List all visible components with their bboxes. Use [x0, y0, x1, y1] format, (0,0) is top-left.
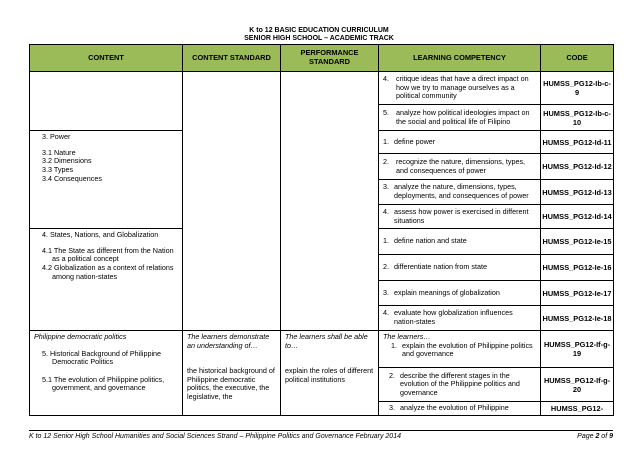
column-header-code: CODE	[541, 45, 614, 72]
competency-cell	[379, 281, 541, 306]
page-footer	[29, 430, 613, 440]
competency-number: 2.	[383, 262, 389, 272]
competency-number: 2.	[389, 370, 395, 380]
competency-cell	[379, 331, 541, 368]
table-row	[30, 331, 614, 368]
competency-cell	[379, 205, 541, 229]
subtopic: 3.1 Nature	[42, 147, 76, 157]
competency-number: 2.	[383, 156, 389, 166]
competency-text: analyze how political ideologies impact on the social and political life of Filipino	[396, 107, 530, 126]
competency-text: assess how power is exercised in different situations	[394, 206, 529, 225]
competency-cell	[379, 154, 541, 180]
competency-cell	[379, 255, 541, 281]
learners-intro-text: The learners…	[383, 332, 431, 341]
content-standard-body: the historical background of Philippine democratic politics, the executive, the legislative, the	[187, 366, 275, 401]
competency-number: 1.	[391, 340, 397, 350]
content-standard-intro-text: The learners demonstrate an understanding of…	[187, 332, 270, 350]
page-number	[577, 433, 613, 440]
current-page: 2	[595, 433, 600, 440]
subtopic: 3.2 Dimensions	[42, 156, 92, 166]
table-row	[30, 72, 614, 105]
content-cell-empty	[30, 72, 183, 131]
competency-text: explain meanings of globalization	[394, 287, 500, 297]
page-of-label: of	[599, 433, 610, 440]
code-cell: HUMSS_PG12-Ie-16	[541, 255, 614, 281]
competency-cell	[379, 180, 541, 205]
subtopic: 3.4 Consequences	[42, 173, 102, 183]
competency-cell	[379, 72, 541, 105]
performance-standard-intro	[285, 333, 374, 350]
content-cell-philippine-politics	[30, 331, 183, 416]
performance-standard-cell	[281, 331, 379, 416]
competency-text: define power	[394, 136, 436, 146]
competency-text: differentiate nation from state	[394, 262, 487, 272]
code-cell: HUMSS_PG12-Ie-17	[541, 281, 614, 306]
code-cell: HUMSS_PG12-If-g-19	[541, 331, 614, 368]
content-cell-states	[30, 229, 183, 331]
code-cell: HUMSS_PG12-Id-13	[541, 180, 614, 205]
competency-cell	[379, 229, 541, 255]
page-label: Page	[577, 433, 596, 440]
content-item-5: 5. Historical Background of Philippine Democratic Politics	[42, 348, 162, 367]
competency-text: recognize the nature, dimensions, types, and consequences of power	[396, 156, 526, 175]
competency-number: 1.	[383, 236, 389, 246]
code-cell: HUMSS_PG12-If-g-20	[541, 368, 614, 402]
column-header-learning-competency: LEARNING COMPETENCY	[379, 45, 541, 72]
competency-number: 5.	[383, 107, 389, 117]
code-cell: HUMSS_PG12-Id-12	[541, 154, 614, 180]
content-standard-cell-empty	[183, 72, 281, 331]
competency-cell	[379, 131, 541, 154]
subtopic: 3.3 Types	[42, 165, 74, 175]
content-topic-states: 4. States, Nations, and Globalization	[42, 230, 159, 239]
content-standard-cell	[183, 331, 281, 416]
curriculum-table	[29, 44, 614, 416]
code-cell: HUMSS_PG12-Id-14	[541, 205, 614, 229]
content-topic-philippine-politics	[34, 333, 178, 342]
competency-cell	[379, 105, 541, 131]
code-cell: HUMSS_PG12-Ie-18	[541, 306, 614, 331]
code-cell: HUMSS_PG12-Ib-c-10	[541, 105, 614, 131]
competency-number: 4.	[383, 74, 389, 84]
code-cell: HUMSS_PG12-	[541, 402, 614, 416]
competency-number: 1.	[383, 136, 389, 146]
competency-cell	[379, 368, 541, 402]
content-subtopics-power	[34, 149, 178, 184]
column-header-content: CONTENT	[30, 45, 183, 72]
content-topic-label: Philippine democratic politics	[34, 332, 127, 341]
content-standard-intro	[187, 333, 276, 350]
document-header	[0, 27, 638, 43]
code-cell: HUMSS_PG12-Ie-15	[541, 229, 614, 255]
content-topic-power: 3. Power	[42, 132, 71, 141]
competency-text: critique ideas that have a direct impact on how we try to manage ourselves as a political community	[396, 74, 529, 101]
performance-standard-cell-empty	[281, 72, 379, 331]
table-header-row	[30, 45, 614, 72]
competency-text: analyze the evolution of Philippine	[400, 403, 509, 413]
competency-cell	[379, 402, 541, 416]
competency-number: 4.	[383, 308, 389, 318]
column-header-performance-standard: PERFORMANCE STANDARD	[281, 45, 379, 72]
code-cell: HUMSS_PG12-Id-11	[541, 131, 614, 154]
subtopic: 4.2 Globalization as a context of relations among nation-states	[42, 263, 174, 281]
header-subtitle: SENIOR HIGH SCHOOL – ACADEMIC TRACK	[244, 35, 394, 42]
performance-standard-body: explain the roles of different political institutions	[285, 366, 374, 384]
column-header-content-standard: CONTENT STANDARD	[183, 45, 281, 72]
content-subtopics-states	[34, 247, 178, 282]
code-cell: HUMSS_PG12-Ib-c-9	[541, 72, 614, 105]
competency-number: 4.	[383, 206, 389, 216]
competency-text: describe the different stages in the evolution of the Philippine politics and governance	[400, 370, 520, 397]
subtopic: 4.1 The State as different from the Nation as a political concept	[42, 245, 174, 264]
competency-number: 3.	[383, 287, 389, 297]
competency-text: explain the evolution of Philippine politics and governance	[402, 340, 533, 359]
competency-number: 3.	[383, 182, 389, 192]
footer-text: K to 12 Senior High School Humanities and Social Sciences Strand – Philippine Politics and Governance February 2014	[29, 433, 401, 440]
competency-text: analyze the nature, dimensions, types, deployments, and consequences of power	[394, 182, 529, 200]
header-title: K to 12 BASIC EDUCATION CURRICULUM	[249, 27, 389, 34]
competency-text: evaluate how globalization influences nation-states	[394, 308, 513, 326]
content-cell-power	[30, 131, 183, 229]
competency-number: 3.	[389, 403, 395, 413]
competency-cell	[379, 306, 541, 331]
total-pages: 9	[609, 433, 613, 440]
content-item-5-1: 5.1 The evolution of Philippine politics, government, and governance	[42, 374, 165, 393]
competency-text: define nation and state	[394, 236, 467, 246]
performance-standard-intro-text: The learners shall be able to…	[285, 332, 368, 350]
